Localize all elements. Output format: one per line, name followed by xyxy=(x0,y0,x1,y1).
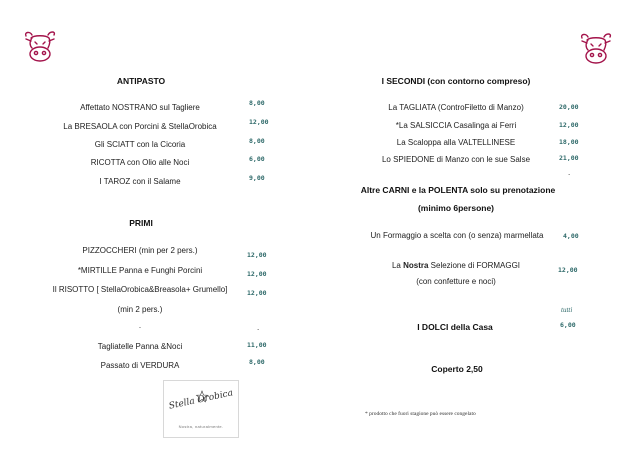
menu-item-price: 20,00 xyxy=(559,103,579,111)
menu-item-price: 8,00 xyxy=(249,99,265,107)
menu-item-name: La TAGLIATA (ControFiletto di Manzo) xyxy=(388,103,524,112)
menu-item-price: 8,00 xyxy=(249,358,265,366)
left-cow-logo xyxy=(22,30,58,64)
dot-divider: . xyxy=(138,321,142,330)
carni-subtitle: (minimo 6persone) xyxy=(417,203,495,213)
formaggi-item-name: La Nostra Selezione di FORMAGGI xyxy=(391,261,521,270)
carni-title: Altre CARNI e la POLENTA solo su prenotazione xyxy=(360,185,556,195)
menu-item-price: 12,00 xyxy=(247,270,267,278)
stella-orobica-logo xyxy=(163,380,239,438)
coperto-label: Coperto 2,50 xyxy=(431,364,483,374)
logo-script: Stella Orobica xyxy=(168,388,234,412)
secondi-title: I SECONDI (con contorno compreso) xyxy=(381,76,531,86)
menu-item-price: 12,00 xyxy=(249,118,269,126)
menu-item-name: *MIRTILLE Panna e Funghi Porcini xyxy=(77,266,203,275)
menu-item-name: Gli SCIATT con la Cicoria xyxy=(94,140,186,149)
dot-divider: . xyxy=(257,323,260,332)
menu-item-note: (min 2 pers.) xyxy=(117,305,163,314)
menu-item-price: 12,00 xyxy=(559,121,579,129)
cow-head-icon xyxy=(578,32,614,66)
menu-item-price: 8,00 xyxy=(249,137,265,145)
dot-divider: . xyxy=(568,168,571,177)
menu-item-name: Tagliatelle Panna &Noci xyxy=(97,342,183,351)
footnote: * prodotto che fuori stagione può essere congelato xyxy=(365,411,476,417)
cow-head-icon xyxy=(22,30,58,64)
tutti-label: tutti xyxy=(561,306,573,314)
menu-item-name: Un Formaggio a scelta con (o senza) marmellata xyxy=(370,231,544,240)
menu-item-name: Affettato NOSTRANO sul Tagliere xyxy=(80,103,200,112)
formaggi-item-note: (con confetture e noci) xyxy=(416,277,496,286)
menu-item-price: 12,00 xyxy=(558,266,578,274)
primi-title: PRIMI xyxy=(129,218,153,228)
menu-item-name: *La SALSICCIA Casalinga ai Ferri xyxy=(395,121,517,130)
menu-item-name: RICOTTA con Olio alle Noci xyxy=(90,158,190,167)
menu-item-name: La Scaloppa alla VALTELLINESE xyxy=(396,138,516,147)
antipasto-title: ANTIPASTO xyxy=(116,76,166,86)
menu-item-price: 6,00 xyxy=(560,321,576,329)
menu-item-price: 21,00 xyxy=(559,154,579,162)
menu-item-name: PIZZOCCHERI (min per 2 pers.) xyxy=(82,246,198,255)
menu-item-name: I TAROZ con il Salame xyxy=(99,177,181,186)
right-cow-logo xyxy=(578,32,614,66)
dolci-title: I DOLCI della Casa xyxy=(417,322,493,332)
menu-item-name: La BRESAOLA con Porcini & StellaOrobica xyxy=(63,122,217,131)
menu-item-price: 12,00 xyxy=(247,289,267,297)
menu-item-price: 4,00 xyxy=(563,232,579,240)
logo-tagline: Nostra, naturalmente. xyxy=(178,424,224,429)
menu-item-price: 18,00 xyxy=(559,138,579,146)
menu-item-name: Il RISOTTO [ StellaOrobica&Breasola+ Grumello] xyxy=(52,285,228,294)
menu-item-price: 6,00 xyxy=(249,155,265,163)
menu-item-price: 11,00 xyxy=(247,341,267,349)
menu-item-price: 9,00 xyxy=(249,174,265,182)
menu-item-name: Passato di VERDURA xyxy=(100,361,180,370)
menu-item-price: 12,00 xyxy=(247,251,267,259)
menu-item-name: Lo SPIEDONE di Manzo con le sue Salse xyxy=(381,155,531,164)
